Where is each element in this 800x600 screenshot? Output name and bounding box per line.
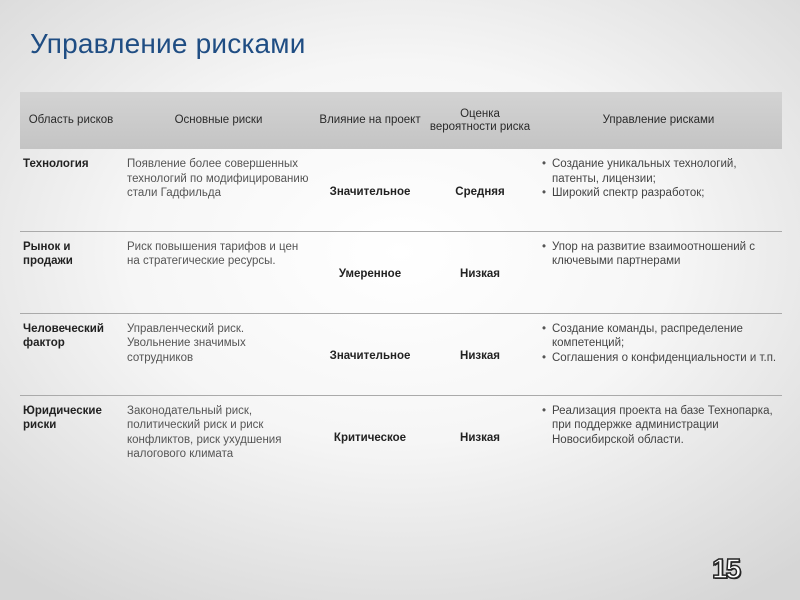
- risk-area-cell: Рынок и продажи: [20, 231, 122, 313]
- probability-cell: Низкая: [425, 313, 535, 395]
- management-item: • Создание уникальных технологий, патенты, лицензии;: [540, 157, 777, 186]
- management-item: • Упор на развитие взаимоотношений с ключевыми партнерами: [540, 240, 777, 269]
- risk-management-table: [20, 92, 782, 477]
- risk-area-cell: Технология: [23, 158, 89, 170]
- management-item: • Реализация проекта на базе Технопарка, при поддержке администрации Новосибирской области.: [540, 404, 777, 448]
- slide-number: 15: [712, 553, 740, 584]
- probability-cell: Низкая: [425, 395, 535, 477]
- risk-area-cell: Юридические риски: [20, 395, 122, 477]
- risk-area-cell: Человеческий фактор: [20, 313, 122, 395]
- management-list: [540, 240, 777, 269]
- table-row: [20, 313, 782, 395]
- header-risk-area: Область рисков: [20, 92, 122, 149]
- main-risks-cell: Законодательный риск, политический риск и риск конфликтов, риск ухудшения налогового климата: [122, 395, 315, 477]
- management-list: [540, 404, 777, 448]
- management-item: • Соглашения о конфиденциальности и т.п.: [540, 351, 777, 366]
- table-row: [20, 395, 782, 477]
- header-probability: Оценка вероятности риска: [425, 92, 535, 149]
- impact-cell: Умеренное: [315, 231, 425, 313]
- table-row: [20, 231, 782, 313]
- management-cell: [535, 395, 782, 477]
- probability-cell: Низкая: [425, 231, 535, 313]
- header-project-impact: Влияние на проект: [315, 92, 425, 149]
- header-risk-management: Управление рисками: [535, 92, 782, 149]
- management-item: • Широкий спектр разработок;: [540, 186, 777, 201]
- management-cell: [535, 313, 782, 395]
- header-main-risks: Основные риски: [122, 92, 315, 149]
- probability-cell: Средняя: [455, 185, 505, 198]
- management-item: • Создание команды, распределение компетенций;: [540, 322, 777, 351]
- management-list: [540, 157, 777, 201]
- table-row: [20, 149, 782, 231]
- table-header-row: [20, 92, 782, 149]
- management-cell: [535, 231, 782, 313]
- main-risks-cell: Управленческий риск. Увольнение значимых сотрудников: [122, 313, 315, 395]
- management-list: [540, 322, 777, 366]
- impact-cell: Значительное: [315, 313, 425, 395]
- management-cell: [535, 149, 782, 231]
- main-risks-cell: Риск повышения тарифов и цен на стратегические ресурсы.: [122, 231, 315, 313]
- slide-title: Управление рисками: [30, 28, 306, 59]
- impact-cell: Значительное: [329, 185, 411, 198]
- main-risks-cell: Появление более совершенных технологий по модифицированию стали Гадфильда: [127, 158, 309, 199]
- impact-cell: Критическое: [315, 395, 425, 477]
